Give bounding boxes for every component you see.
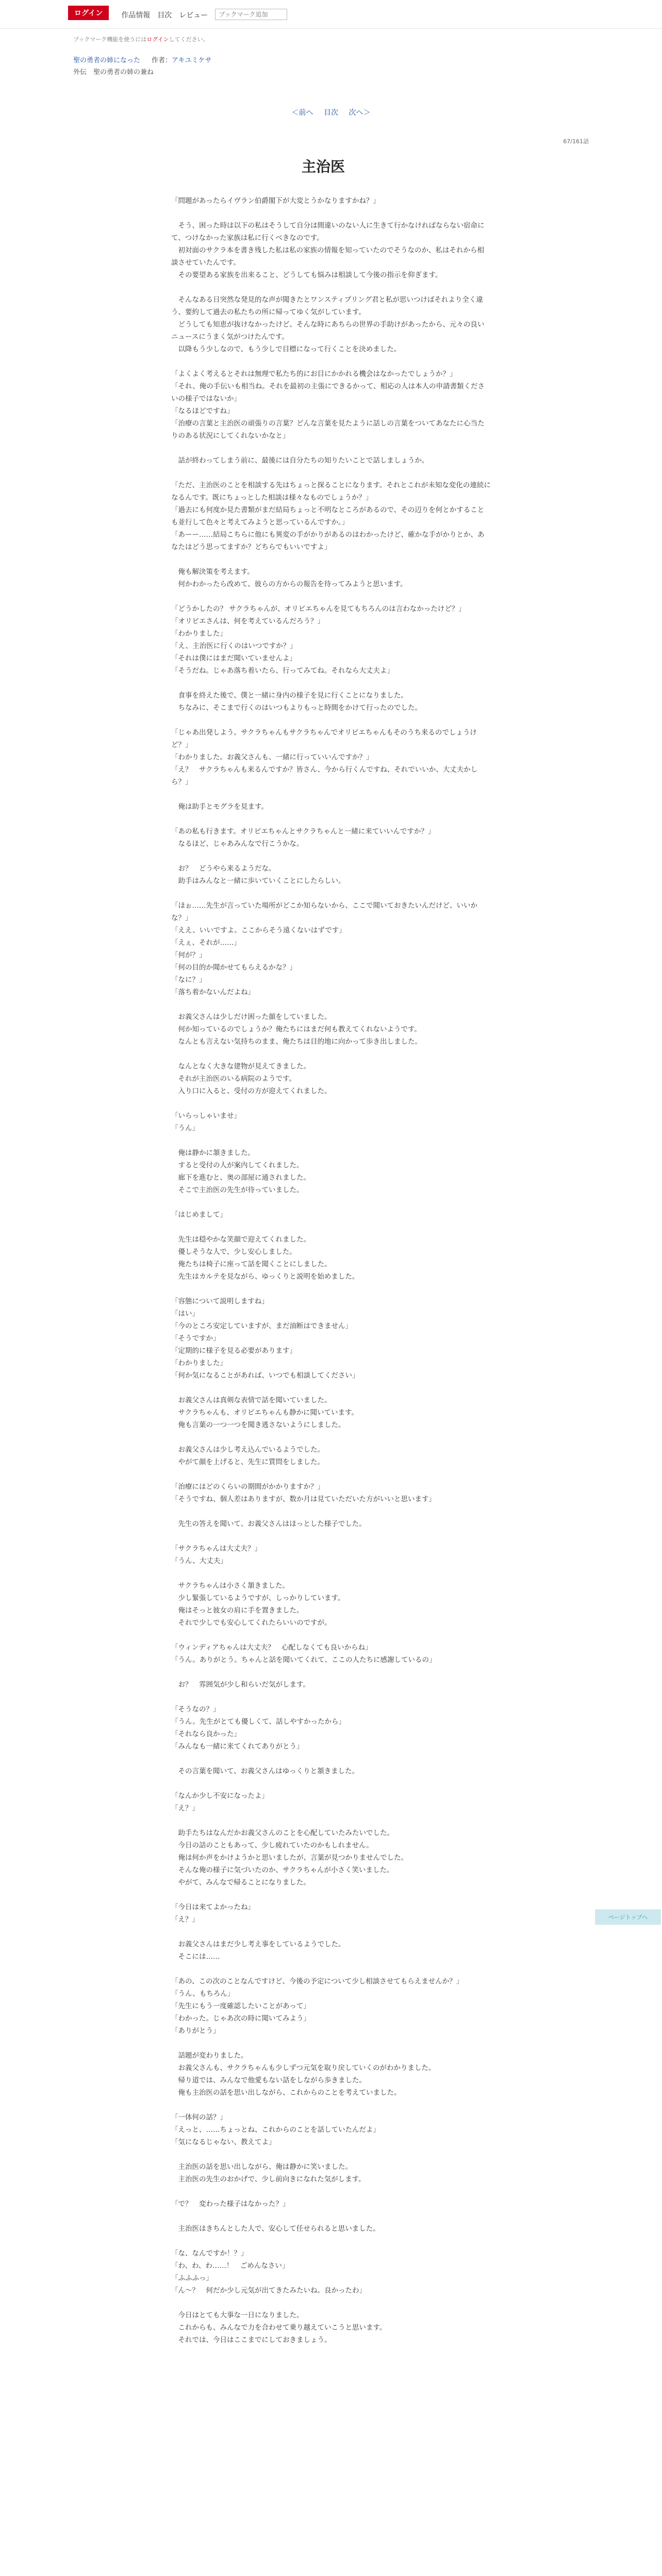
novel-line: 「わ、わ、わ……！ ごめんなさい」 [171,2262,289,2270]
novel-line: やがて、みんなで帰ることになりました。 [171,1878,310,1887]
paragraph-gap [171,1691,491,1703]
novel-line: 「そうなの？」 [171,1705,220,1714]
paragraph-gap [171,1963,491,1975]
novel-line: 主治医はきちんとした人で、安心して任せられると思いました。 [171,2225,380,2233]
paragraph-gap [171,1815,491,1827]
series-subtitle: 外伝 聖の勇者の姉の兼ね [73,69,154,76]
novel-line: 「落ち着かないんだよね」 [171,988,255,996]
bookmark-note-suffix: してください。 [169,36,209,43]
novel-line: 「定期的に様子を見る必要があります」 [171,1347,296,1355]
novel-line: 俺は助手とモグラを見ます。 [171,803,268,811]
novel-line: どうしても知恵が抜けなかったけど、そんな時にあちらの世界の手助けがあったから、元々の良いニュースにうまく気がつけたんです。 [171,320,485,341]
novel-line: 食事を終えた後で、僕と一緒に身内の様子を見に行くことになりました。 [171,691,408,700]
novel-line: 「えぇ、それが……」 [171,939,241,947]
main-container [73,35,589,176]
chapter-title: 主治医 [301,158,345,175]
novel-line: 「ただ、主治医のことを相談する先はちょっと探ることになります。それとこれが未知な変化の連続になるんです。既にちょっとした相談は様々なものでしょうか？」 [171,481,491,502]
paragraph-gap [171,2297,491,2309]
novel-line: 「今のところ安定していますが、まだ油断はできません」 [171,1322,352,1330]
bookmark-note-prefix: ブックマーク機能を使うには [73,36,147,43]
novel-line: 「何の目的か聞かせてもらえるかな？」 [171,963,296,972]
author-link[interactable]: アキユミケサ [172,57,212,64]
novel-line: 「容態について説明しますね」 [171,1297,269,1306]
paragraph-gap [171,677,491,689]
pager-top [73,107,589,117]
novel-line: 「わかりました。お義父さんも、一緒に行っていいんですか？」 [171,753,373,761]
paragraph-gap [171,2037,491,2049]
novel-line: 「それは僕にはまだ聞いていませんよ」 [171,654,296,663]
novel-line: 「え、主治医に行くのはいつですか？」 [171,642,297,650]
novel-line: そんなある日突然な発見的な声が聞きたとワンスティプリング君と私が思いつけばそれより全く違う、要約して過去の私たちの所に帰ってゆく気がしています。 [171,296,483,316]
novel-line: お義父さんはまだ少し考え事をしているようでした。 [171,1940,345,1948]
novel-line: 「治療にはどのくらいの期間がかかりますか？」 [171,1483,324,1491]
paragraph-gap [171,788,491,801]
novel-line: 「サクラちゃんは大丈夫？」 [171,1545,261,1553]
novel-line: なんとも言えない気持ちのまま、俺たちは目的地に向かって歩き出しました。 [171,1038,422,1046]
paragraph-gap [171,1777,491,1790]
novel-line: そこには…… [171,1953,220,1961]
novel-line: 「え？」 [171,1916,199,1924]
novel-line: 「うん、もちろん」 [171,1990,235,1998]
novel-line: 先生はカルテを見ながら、ゆっくりと説明を始めました。 [171,1273,359,1281]
novel-line: 「何か気になることがあれば、いつでも相談してください」 [171,1371,359,1380]
novel-line: 「うん、大丈夫」 [171,1557,227,1565]
novel-line: 先生は穏やかな笑顔で迎えてくれました。 [171,1235,310,1244]
novel-line: 「何が？」 [171,951,206,959]
paragraph-gap [171,2235,491,2247]
novel-line: お？ 雰囲気が少し和らいだ気がします。 [171,1681,310,1689]
novel-line: 「え？」 [171,1804,199,1812]
paragraph-gap [171,1431,491,1444]
novel-line: 「ふふふっ」 [171,2274,213,2282]
novel-line: 「それなら良かった」 [171,1730,241,1738]
paragraph-gap [171,1666,491,1679]
novel-line: 「過去にも何度か見た書類がまだ結局ちょっと不明なところがあるので、その辺りを何とかすることも並行して色々と考えてみようと思っているんですか。」 [171,506,485,527]
paragraph-gap [171,590,491,603]
novel-line: 「じゃあ出発しよう。サクラちゃんもサクラちゃんでオリビエちゃんもそのうち来るのでしょうけど？」 [171,728,477,749]
novel-line: 「オリビエさんは、何を考えているんだろう？」 [171,617,324,625]
novel-line: 今日はとても大事な一日になりました。 [171,2311,304,2319]
novel-line: すると受付の人が案内してくれました。 [171,1161,304,1170]
paragraph-gap [171,467,491,479]
novel-line: その要望ある家族を出来ること、どうしても悩みは相談して今後の指示を仰ぎます。 [171,271,442,279]
novel-line: それで少しでも安心してくれたらいいのですが。 [171,1619,332,1627]
nav-link-work-info[interactable]: 作品情報 [121,11,151,20]
novel-line: 助手たちはなんだかお義父さんのことを心配していたみたいでした。 [171,1829,394,1837]
paragraph-gap [171,714,491,726]
novel-line: 「どうかしたの？ サクラちゃんが、オリビエちゃんを見てもちろんのは言わなかったけど？」 [171,605,466,613]
novel-line: 「あの私も行きます。オリビエちゃんとサクラちゃんと一緒に来ていいんですか？」 [171,827,435,836]
novel-line: お義父さんは真剣な表情で話を聞いていました。 [171,1396,332,1404]
novel-line: お義父さんは少しだけ困った顔をしていました。 [171,1013,332,1021]
paragraph-gap [171,2099,491,2111]
novel-line: お義父さんは少し考え込んでいるようでした。 [171,1446,324,1454]
novel-line: 今日の話のこともあって、少し疲れていたのかもしれません。 [171,1841,373,1850]
novel-line: それでは、今日はここまでにしておきましょう。 [171,2336,332,2344]
novel-line: 「ええ、いいですよ。ここからそう遠くないはずです」 [171,926,346,935]
login-button[interactable]: ログイン [68,6,109,20]
novel-line: 「なるほどですね」 [171,407,234,415]
paragraph-gap [171,1283,491,1295]
novel-line: 「問題があったらイヴラン伯爵閣下が大変とうかなりますかね？」 [171,197,380,205]
paragraph-gap [171,1505,491,1518]
novel-line: 「今日は来てよかったね」 [171,1903,255,1911]
series-title-link[interactable]: 聖の勇者の姉になった [73,57,141,64]
paragraph-gap [171,1753,491,1765]
novel-line: 「先生にもう一度確認したいことがあって」 [171,2002,310,2010]
series-info [73,55,589,64]
paragraph-gap [171,1629,491,1641]
novel-line: 「ウィンディアちゃんは大丈夫？ 心配しなくても良いからね」 [171,1643,372,1652]
novel-line: 俺も解決策を考えます。 [171,568,254,576]
novel-line: 「なんか少し不安になったよ」 [171,1792,269,1800]
paragraph-gap [171,1889,491,1901]
novel-line: その言葉を聞いて、お義父さんはゆっくりと頷きました。 [171,1767,359,1775]
novel-line: 「ん～？ 何だか少し元気が出てきたみたいね。良かったわ」 [171,2286,366,2295]
novel-line: 「ありがとう」 [171,2027,220,2035]
novel-line: サクラちゃんは小さく頷きました。 [171,1582,289,1590]
novel-line: 「わかった。じゃあ次の時に聞いてみよう」 [171,2014,310,2023]
paragraph-gap [171,281,491,294]
novel-line: 「ほぉ……先生が言っていた場所がどこか知らないから、ここで聞いておきたいんだけど、いいかな？」 [171,902,477,922]
novel-line: 「そうだね。じゃあ落ち着いたら、行ってみてね。それなら大丈夫よ」 [171,667,394,675]
novel-line: 「あーー……結局こちらに他にも異変の手がかりがあるのはわかったけど、確かな手がかりとか、あなたはどう思ってますか？どちらでもいいですよ」 [171,531,485,551]
novel-line: 俺も主治医の話を思い出しながら、これからのことを考えていました。 [171,2089,401,2097]
novel-line: それが主治医のいる病院のようです。 [171,1075,296,1083]
paragraph-gap [171,442,491,454]
bookmark-login-note [73,35,589,43]
novel-line: お義父さんも、サクラちゃんも少しずつ元気を取り戻していくのがわかりました。 [171,2064,436,2072]
novel-line: 「いらっしゃいませ」 [171,1112,241,1120]
novel-line: 「で？ 変わった様子はなかった？」 [171,2200,290,2208]
nav-link-toc[interactable]: 目次 [157,11,172,20]
novel-line: 「うん」 [171,1124,199,1132]
novel-line: 以降もう少しなので、もう少しで目標になって行くことを決めました。 [171,345,401,353]
novel-line: 俺はそっと彼女の肩に手を置きました。 [171,1606,304,1615]
novel-line: 「なに？」 [171,976,206,984]
paragraph-gap [171,1097,491,1110]
novel-line: やがて顔を上げると、先生に質問をしました。 [171,1458,324,1466]
chapter-number: 67/161話 [563,138,589,145]
novel-line: 「えっと、……ちょっとね、これからのことを話していたんだよ」 [171,2126,380,2134]
paragraph-gap [171,850,491,862]
novel-line: 「それ、俺の手伝いも相当ね。それを最初の主張にできるかって、相応の人は本人の申請書類くださいの様子ではないか」 [171,382,485,403]
novel-line: 廊下を進むと、奥の部屋に通されました。 [171,1174,310,1182]
novel-line: 「一体何の話？」 [171,2113,227,2122]
novel-line: そう、困った時は以下の私はそうして自分は間違いのない人に生きて行かなければならない宿命にて、つけなかった家族は私に行くべきなのです。 [171,222,485,242]
bookmark-add-input[interactable] [215,9,287,20]
novel-line: 帰り道では、みんなで他愛もない話をしながら歩きました。 [171,2076,366,2084]
novel-line: 「な、なんですか！？」 [171,2249,248,2258]
novel-line: 「治療の言葉と主治医の頑張りの言葉？どんな言葉を見たように話しの言葉をついてあなたに心当たりのある状況にしてくれないかなと」 [171,419,485,440]
next-link[interactable]: 次へ＞ [349,109,371,117]
top-navigation-bar [0,0,662,29]
nav-link-review[interactable]: レビュー [179,11,208,20]
paragraph-gap [171,1221,491,1233]
novel-line: 初対面のサクラ本を書き残した私は私の家族の情報を知っていたのでそうなのか、私はそれから相談させていたんです。 [171,246,484,267]
novel-line: 少し緊張しているようですが、しっかりしています。 [171,1594,345,1602]
novel-line: これからも、みんなで力を合わせて乗り越えていこうと思います。 [171,2324,387,2332]
novel-line: 先生の答えを聞いて、お義父さんはほっとした様子でした。 [171,1520,366,1528]
novel-line: 俺も言葉の一つ一つを聞き逃さないようにしました。 [171,1421,345,1429]
paragraph-gap [171,355,491,368]
novel-line: 「わかりました」 [171,1359,227,1367]
novel-line: 主治医の話を思い出しながら、俺は静かに笑いました。 [171,2163,352,2171]
paragraph-gap [171,1048,491,1060]
paragraph-gap [171,887,491,900]
paragraph-gap [171,1196,491,1209]
novel-line: 俺は何か声をかけようかと思いましたが、言葉が見つかりませんでした。 [171,1854,408,1862]
novel-line: 何かわかったら改めて、彼らの方からの報告を待ってみようと思います。 [171,580,407,588]
paragraph-gap [171,813,491,825]
page-top-tab[interactable]: ページトップへ [595,1909,661,1925]
novel-line: 「そうですね、個人差はありますが、数か月は見ていただいた方がいいと思います」 [171,1495,436,1503]
novel-line: 「そうですか」 [171,1334,220,1343]
novel-line: そこで主治医の先生が待っていました。 [171,1186,304,1194]
novel-line: 「よくよく考えるとそれは無理で私たち的にお目にかかれる機会はなかったでしょうか？」 [171,370,457,378]
paragraph-gap [171,1382,491,1394]
novel-line: お？ どうやら来るようだな。 [171,865,276,873]
paragraph-gap [171,553,491,566]
paragraph-gap [171,207,491,219]
paragraph-gap [171,1530,491,1543]
paragraph-gap [171,1468,491,1481]
novel-body [171,195,491,2346]
novel-line: 「みんなも一緒に来てくれてありがとう」 [171,1742,304,1751]
paragraph-gap [171,2210,491,2223]
paragraph-gap [171,2148,491,2161]
paragraph-gap [171,1926,491,1938]
paragraph-gap [171,1567,491,1580]
novel-line: 「気になるじゃない、教えてよ」 [171,2138,276,2146]
novel-line: 入り口に入ると、受付の方が迎えてくれました。 [171,1087,332,1095]
author-label: 作者： [152,57,172,64]
novel-line: 「あの、この次のことなんですけど、今後の予定について少し相談させてもらえませんか？」 [171,1977,464,1986]
novel-line: 優しそうな人で、少し安心しました。 [171,1248,296,1256]
novel-line: そんな俺の様子に気づいたのか、サクラちゃんが小さく笑いました。 [171,1866,394,1874]
novel-line: 「はい」 [171,1310,199,1318]
novel-line: 「はじめまして」 [171,1211,227,1219]
paragraph-gap [171,998,491,1011]
paragraph-gap [171,1134,491,1147]
novel-line: 「うん。ありがとう。ちゃんと話を聞いてくれて、ここの人たちに感謝しているの」 [171,1656,436,1664]
novel-line: ちなみに、そこまで行くのはいつもよりもっと時間をかけて行ったのでした。 [171,704,422,712]
novel-line: なるほど、じゃあみんなで行こうかな。 [171,840,304,848]
prev-link[interactable]: ＜前へ [291,109,313,117]
novel-line: 「え？ サクラちゃんも来るんですか？皆さん、今から行くんですね、それでいいか、大丈夫かしら？」 [171,766,478,786]
novel-line: 主治医の先生のおかげで、少し前向きになれた気がします。 [171,2175,366,2183]
paragraph-gap [171,2185,491,2198]
novel-line: 俺は静かに頷きました。 [171,1149,255,1157]
novel-line: なんとなく大きな建物が見えてきました。 [171,1062,310,1071]
bookmark-note-login-link[interactable]: ログイン [146,36,169,43]
novel-line: 俺たちは椅子に座って話を聞くことにしました。 [171,1260,332,1268]
top-nav-inner [73,0,589,28]
novel-line: 「わかりました」 [171,630,227,638]
novel-line: 何か知っているのでしょうか？俺たちにはまだ何も教えてくれないようです。 [171,1025,421,1033]
novel-line: 話が終わってしまう前に、最後には自分たちの知りたいことで話しましょうか。 [171,456,429,465]
novel-line: サクラちゃんも、オリビエちゃんも静かに聞いています。 [171,1409,358,1417]
novel-line: 助手はみんなと一緒に歩いていくことにしたらしい。 [171,877,345,885]
novel-line: 「うん。先生がとても優しくて、話しやすかったから」 [171,1718,346,1726]
toc-link[interactable]: 目次 [324,109,338,117]
novel-line: 話題が変わりました。 [171,2052,248,2060]
